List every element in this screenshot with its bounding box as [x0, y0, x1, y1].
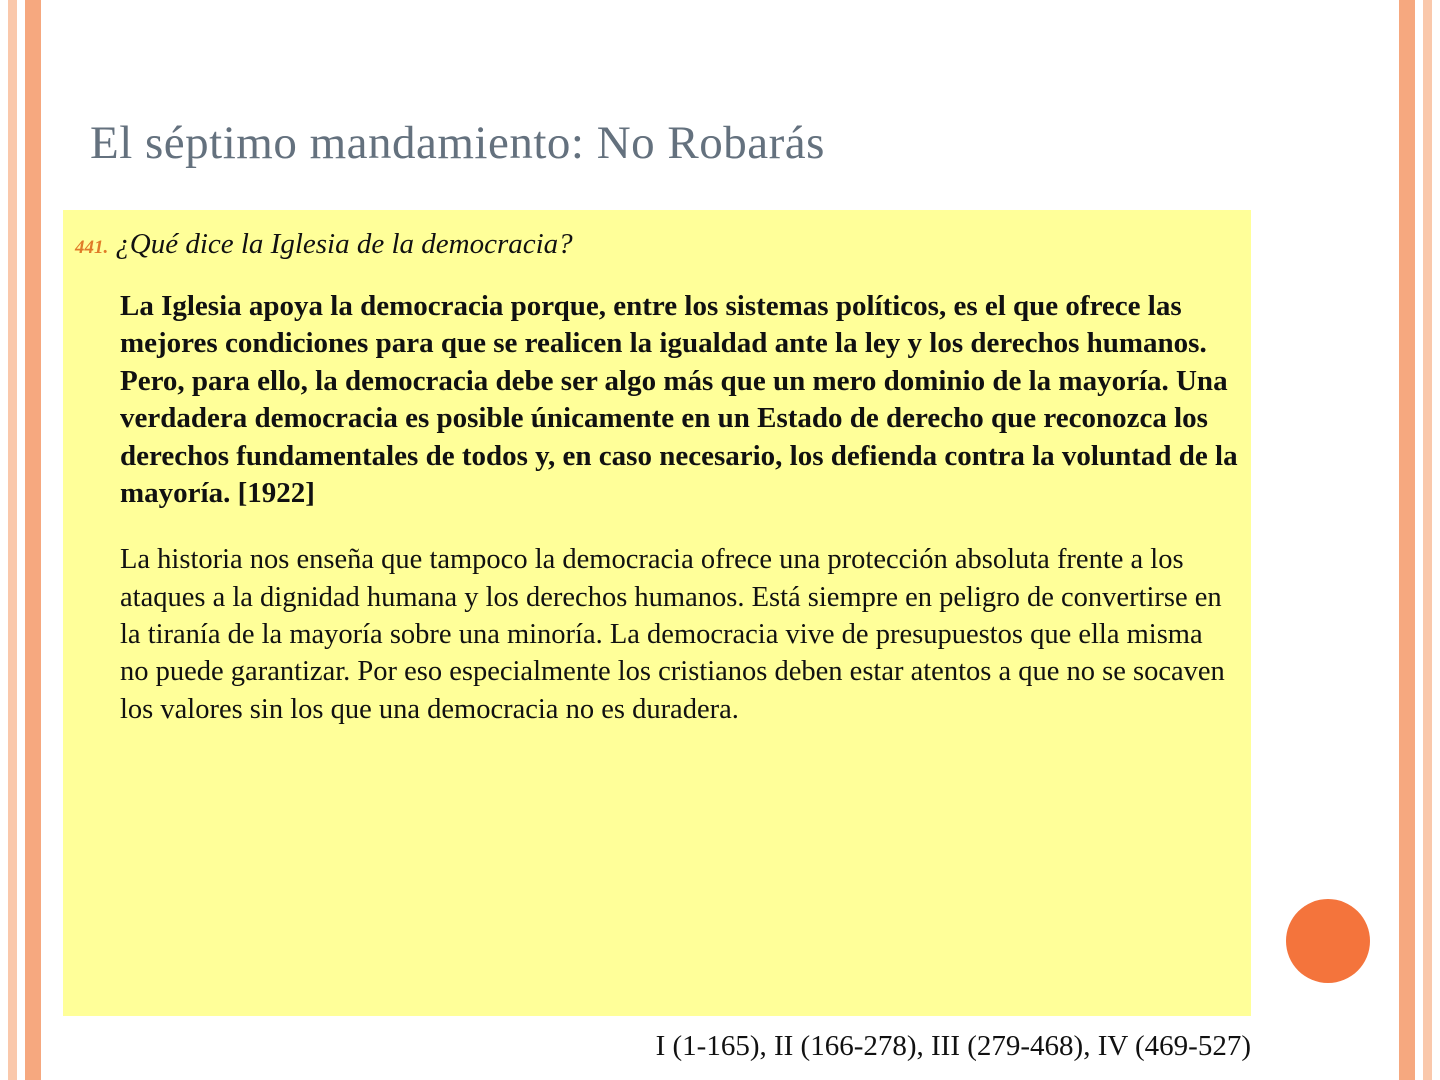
left-outer-stripe — [8, 0, 17, 1080]
answer-bold-paragraph: La Iglesia apoya la democracia porque, entre los sistemas políticos, es el que ofrece las mejores condiciones para que se realicen la igualdad ante la ley y los derechos humanos. Pero, para ello, la democracia debe ser algo más que un mero dominio de la mayoría. Una verdadera democracia es posible únicamente en un Estado de derecho que reconozca los derechos fundamentales de todos y, en caso necesario, los defienda contra la voluntad de la mayoría. [1922] — [120, 290, 1238, 510]
left-inner-stripe — [25, 0, 41, 1080]
accent-circle-decoration — [1286, 899, 1370, 983]
question-row — [75, 228, 1211, 261]
slide-footer-reference: I (1-165), II (166-278), III (279-468), IV (469-527) — [655, 1030, 1251, 1062]
right-outer-stripe — [1423, 0, 1432, 1080]
answer-regular-paragraph: La historia nos enseña que tampoco la democracia ofrece una protección absoluta frente a los ataques a la dignidad humana y los derechos humanos. Está siempre en peligro de convertirse en la tiranía de la mayoría sobre una minoría. La democracia vive de presupuestos que ella misma no puede garantizar. Por eso especialmente los cristianos deben estar atentos a que no se socaven los valores sin los que una democracia no es duradera. — [120, 544, 1225, 725]
question-number: 441. — [75, 237, 109, 258]
right-inner-stripe — [1399, 0, 1415, 1080]
slide-title: El séptimo mandamiento: No Robarás — [90, 117, 825, 169]
question-text: ¿Qué dice la Iglesia de la democracia? — [115, 228, 573, 260]
highlight-box — [63, 210, 1251, 1016]
